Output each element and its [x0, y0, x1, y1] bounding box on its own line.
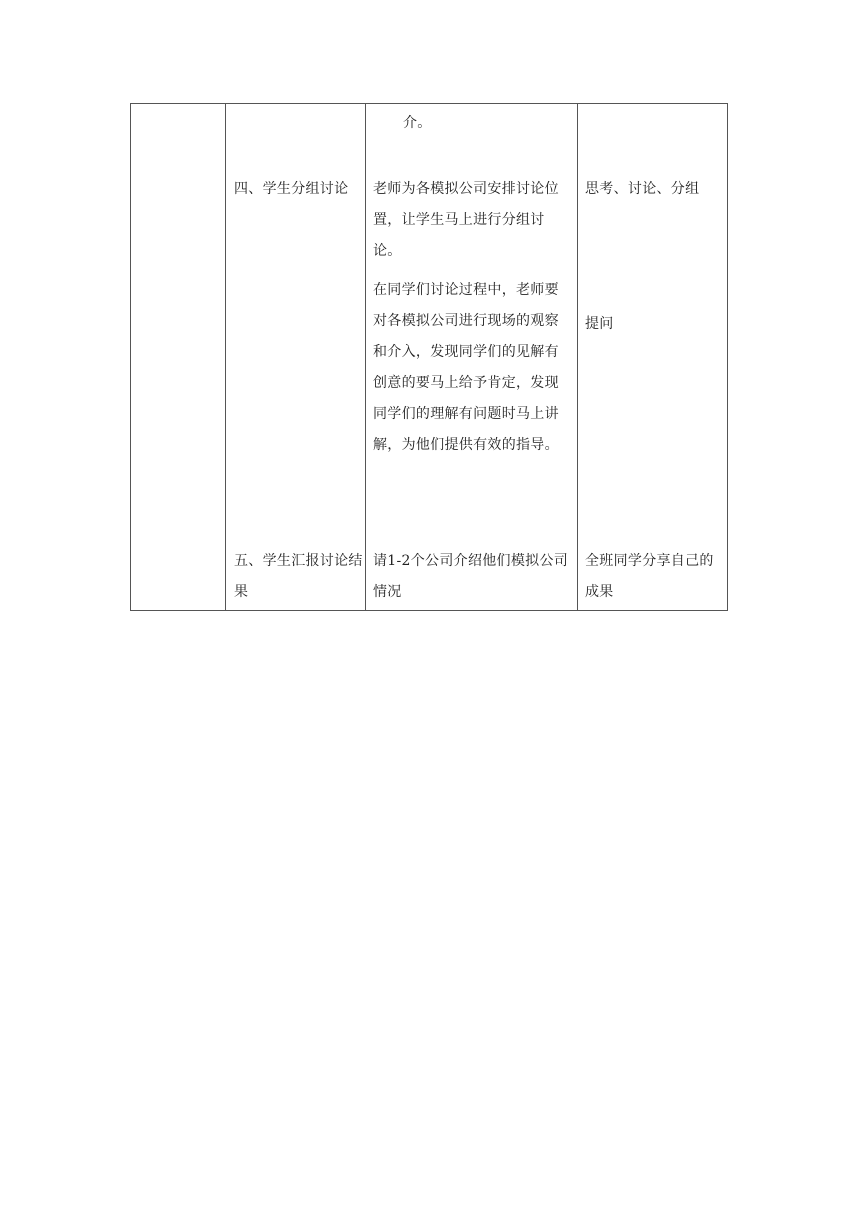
column-divider-1 — [225, 104, 226, 610]
teacher-activity-continuation: 介。 — [403, 115, 432, 131]
lesson-plan-table — [130, 103, 728, 611]
teacher-activity-5: 请1-2个公司介绍他们模拟公司情况 — [373, 553, 569, 600]
column-divider-3 — [577, 104, 578, 610]
student-activity-4a: 思考、讨论、分组 — [585, 181, 700, 197]
step-title-4: 四、学生分组讨论 — [234, 181, 349, 197]
student-activity-5: 全班同学分享自己的成果 — [585, 553, 714, 600]
teacher-activity-4a: 老师为各模拟公司安排讨论位置，让学生马上进行分组讨论。 — [373, 181, 559, 259]
step-title-5: 五、学生汇报讨论结果 — [234, 553, 363, 600]
teacher-activity-4b: 在同学们讨论过程中，老师要对各模拟公司进行现场的观察和介入，发现同学们的见解有创意的要马上给予肯定，发现同学们的理解有问题时马上讲解，为他们提供有效的指导。 — [373, 282, 559, 453]
student-activity-4b: 提问 — [585, 316, 614, 332]
column-divider-2 — [365, 104, 366, 610]
